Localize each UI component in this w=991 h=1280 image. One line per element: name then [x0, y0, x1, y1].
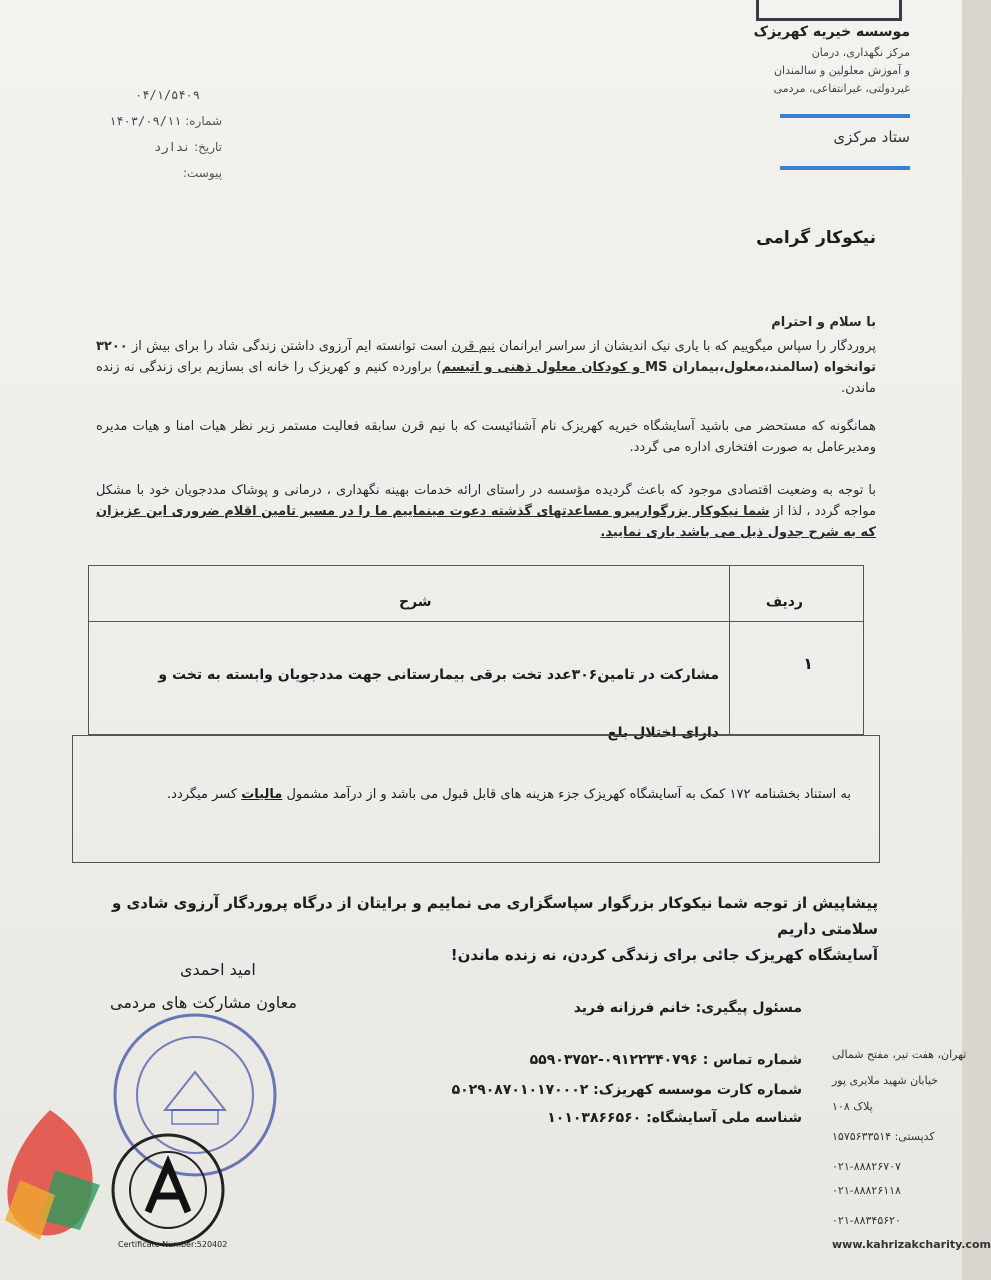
org-subline-2: و آموزش معلولین و سالمندان: [773, 64, 910, 77]
letter-number: شماره: ۱۴۰۳/۰۹/۱۱: [109, 114, 222, 128]
salutation: نیکوکار گرامی: [756, 228, 876, 248]
table-row-number: ۱: [803, 654, 813, 673]
contact-card-number: شماره کارت موسسه کهریزک: ۵۰۲۹۰۸۷۰۱۰۱۷۰۰۰۲: [451, 1082, 802, 1098]
address-postal-code: کدپستی: ۱۵۷۵۶۳۳۵۱۴: [832, 1130, 935, 1143]
address-phone-2: ۰۲۱-۸۸۸۲۶۱۱۸: [832, 1184, 901, 1197]
address-phone-3: ۰۲۱-۸۸۳۴۵۶۲۰: [832, 1214, 901, 1227]
followup-contact: مسئول پیگیری: خانم فرزانه فرید: [573, 1000, 802, 1016]
closing-line-2: آسایشگاه کهریزک جائی برای زندگی کردن، نه زنده ماندن!: [450, 946, 878, 964]
address-line-3: پلاک ۱۰۸: [832, 1100, 873, 1113]
closing-line-1: پیشاپیش از توجه شما نیکوکار بزرگوار سپاسگزاری می نماییم و برایتان از درگاه پروردگار آرزوی شادی و سلامتی داریم: [111, 894, 878, 938]
contact-national-id: شناسه ملی آسایشگاه: ۱۰۱۰۳۸۶۶۵۶۰: [547, 1110, 802, 1126]
address-phone-1: ۰۲۱-۸۸۸۲۶۷۰۷: [832, 1160, 901, 1173]
paragraph-intro: پروردگار را سپاس میگوییم که با یاری نیک اندیشان از سراسر ایرانمان نیم قرن است توانسته ایم آرزوی داشتن زندگی شاد را برای بیش از ۳۲۰۰ توانخواه (سالمند،معلول،بیماران MS و کودکان معلول ذهنی و اتیسم) براورده کنیم و کهریزک را خانه ای بسازیم برای زندگی نه زنده ماندن.: [96, 339, 876, 396]
table-header-row-number: ردیف: [765, 594, 803, 610]
table-header: [89, 566, 863, 622]
address-line-2: خیابان شهید ملایری پور: [832, 1074, 939, 1087]
org-logo: [756, 0, 902, 21]
org-subline-3: غیردولتی، غیرانتفاعی، مردمی: [773, 82, 910, 95]
signatory-name: امید احمدی: [180, 960, 256, 979]
tax-note-box: [72, 735, 880, 863]
greeting: با سلام و احترام: [771, 315, 876, 330]
address-line-1: تهران، هفت تیر، مفتح شمالی: [832, 1048, 967, 1061]
org-subline-1: مرکز نگهداری، درمان: [811, 46, 910, 59]
department-name: ستاد مرکزی: [833, 128, 910, 146]
certificate-number: Certificate Number:520402: [118, 1240, 228, 1249]
paragraph-request: با توجه به وضعیت اقتصادی موجود که باعث گردیده مؤسسه در راستای ارائه خدمات بهینه نگهداری ، درمانی و پوشاک مددجویان خود با مشکل مواجه گردد ، لذا از شما نیکوکار بزرگوارپیرو مساعدتهای گذشته دعوت مینماییم ما را در مسیر تامین اقلام ضروری این عزیزان که به شرح جدول ذیل می باشد یاری نمایید.: [96, 483, 876, 540]
letter-date: تاریخ: ندارد: [154, 140, 222, 154]
campaign-logo: [0, 1100, 110, 1260]
table-header-description: شرح: [399, 594, 432, 610]
items-table: [88, 565, 864, 741]
contact-phone: شماره تماس : ۰۹۱۲۲۳۴۰۷۹۶-۵۵۹۰۳۷۵۲: [529, 1052, 802, 1068]
iso-certificate-seal: [108, 1130, 228, 1250]
letterhead-divider-bottom: [780, 166, 910, 170]
table-row-description: مشارکت در تامین۳۰۶عدد تخت برقی بیمارستانی جهت مددجویان وابسته به تخت و دارای اختلال بلع: [158, 667, 719, 741]
letter-attachment: پیوست:: [182, 166, 222, 180]
org-name: موسسه خیریه کهریزک: [753, 24, 910, 40]
table-column-divider: [729, 566, 730, 734]
tax-note-text: به استناد بخشنامه ۱۷۲ کمک به آسایشگاه کهریزک جزء هزینه های قابل قبول می باشد و از درآمد مشمول مالیات کسر میگردد.: [167, 787, 851, 802]
paragraph-history: همانگونه که مستحضر می باشید آسایشگاه خیریه کهریزک نام آشنائیست که با نیم قرن سابقه فعالیت مستمر زیر نظر هیات امنا و هیات مدیره ومدیرعامل به صورت افتخاری اداره می گردد.: [96, 419, 876, 455]
letterhead-divider-top: [780, 114, 910, 118]
website-link[interactable]: www.kahrizakcharity.com: [832, 1238, 991, 1251]
signatory-title: معاون مشارکت های مردمی: [110, 993, 297, 1012]
letter-number-handwritten: ۰۴/۱/۵۴۰۹: [134, 88, 200, 102]
